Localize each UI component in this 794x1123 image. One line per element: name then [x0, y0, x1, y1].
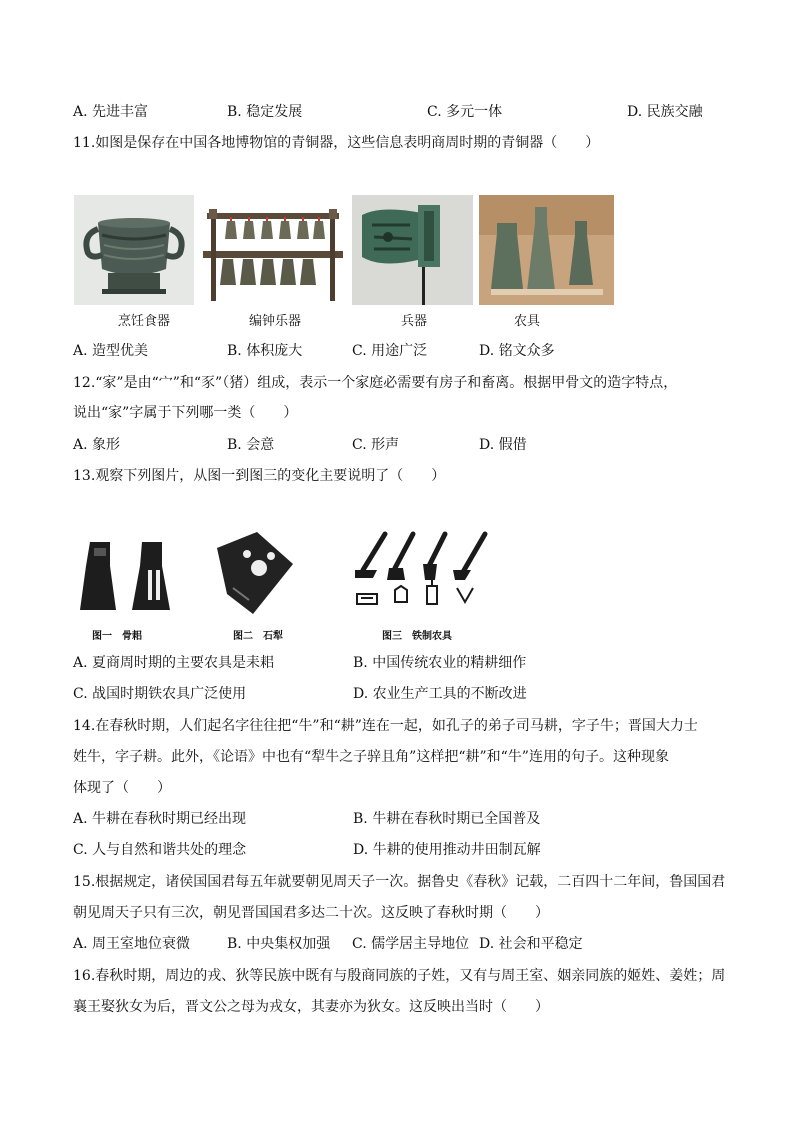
- q11-option-d: D. 铭文众多: [479, 343, 555, 359]
- bone-spade-image: [76, 536, 180, 616]
- bronze-vessel-image: [74, 195, 194, 305]
- q15-option-d: D. 社会和平稳定: [479, 936, 583, 952]
- fig3-caption: 图三 铁制农具: [382, 631, 452, 642]
- q13-option-a: A. 夏商周时期的主要农具是耒耜: [73, 655, 275, 671]
- caption-weapon: 兵器: [400, 314, 427, 329]
- q14-option-c: C. 人与自然和谐共处的理念: [73, 842, 247, 858]
- q13-option-c: C. 战国时期铁农具广泛使用: [73, 686, 247, 702]
- fig1-caption: 图一 骨耜: [92, 631, 142, 642]
- q10-option-a: A. 先进丰富: [73, 104, 149, 120]
- q11-option-a: A. 造型优美: [73, 343, 149, 359]
- q15-stem-line2: 朝见周天子只有三次，朝见晋国国君多达二十次。这反映了春秋时期（ ）: [73, 905, 549, 921]
- caption-cooking-vessel: 烹饪食器: [117, 314, 170, 329]
- bronze-axe-image: [352, 195, 473, 305]
- q15-option-c: C. 儒学居主导地位: [352, 936, 470, 952]
- q12-stem-line1: 12.“家”是由“宀”和“豕”（猪）组成，表示一个家庭必需要有房子和畜离。根据甲骨文的造字特点，: [73, 375, 678, 391]
- q14-stem-line2: 姓牛，字子耕。此外，《论语》中也有“犁牛之子骍且角”这样把“耕”和“牛”连用的句子。这种现象: [73, 749, 669, 765]
- q11-option-b: B. 体积庞大: [227, 343, 303, 359]
- q11-option-c: C. 用途广泛: [352, 343, 428, 359]
- q13-option-d: D. 农业生产工具的不断改进: [353, 686, 527, 702]
- q10-option-c: C. 多元一体: [427, 104, 503, 120]
- q14-stem-line1: 14.在春秋时期，人们起名字往往把“牛”和“耕”连在一起，如孔子的弟子司马耕，字子牛；晋国大力士: [73, 718, 698, 734]
- iron-tools-image: [349, 528, 491, 616]
- fig2-caption: 图二 石犁: [233, 631, 283, 642]
- caption-bells: 编钟乐器: [248, 314, 301, 329]
- q12-option-c: C. 形声: [352, 437, 400, 453]
- q12-stem-line2: 说出“家”字属于下列哪一类（ ）: [73, 405, 298, 421]
- bianzhong-bells-image: [199, 195, 347, 305]
- q14-option-a: A. 牛耕在春秋时期已经出现: [73, 811, 247, 827]
- q14-option-b: B. 牛耕在春秋时期已全国普及: [353, 811, 541, 827]
- q13-stem: 13.观察下列图片，从图一到图三的变化主要说明了（ ）: [73, 468, 446, 484]
- q10-option-b: B. 稳定发展: [227, 104, 303, 120]
- q13-option-b: B. 中国传统农业的精耕细作: [353, 655, 527, 671]
- q15-option-a: A. 周王室地位衰微: [73, 936, 191, 952]
- q16-stem-line2: 襄王娶狄女为后，晋文公之母为戎女，其妻亦为狄女。这反映出当时（ ）: [73, 999, 549, 1015]
- q16-stem-line1: 16.春秋时期，周边的戎、狄等民族中既有与殷商同族的子姓，又有与周王室、姻亲同族的姬姓、姜姓；周: [73, 968, 726, 984]
- q15-stem-line1: 15.根据规定，诸侯国国君每五年就要朝见周天子一次。据鲁史《春秋》记载，二百四十二年间，鲁国国君: [73, 874, 726, 890]
- q12-option-d: D. 假借: [479, 437, 527, 453]
- q15-option-b: B. 中央集权加强: [227, 936, 331, 952]
- q10-option-d: D. 民族交融: [627, 104, 703, 120]
- stone-plow-image: [213, 528, 297, 616]
- q14-option-d: D. 牛耕的使用推动井田制瓦解: [353, 842, 541, 858]
- q12-option-a: A. 象形: [73, 437, 121, 453]
- q14-stem-line3: 体现了（ ）: [73, 780, 171, 796]
- q11-stem: 11.如图是保存在中国各地博物馆的青铜器，这些信息表明商周时期的青铜器（ ）: [73, 135, 600, 151]
- caption-farm-tool: 农具: [513, 314, 540, 329]
- bronze-farm-tools-image: [479, 195, 614, 305]
- q12-option-b: B. 会意: [227, 437, 275, 453]
